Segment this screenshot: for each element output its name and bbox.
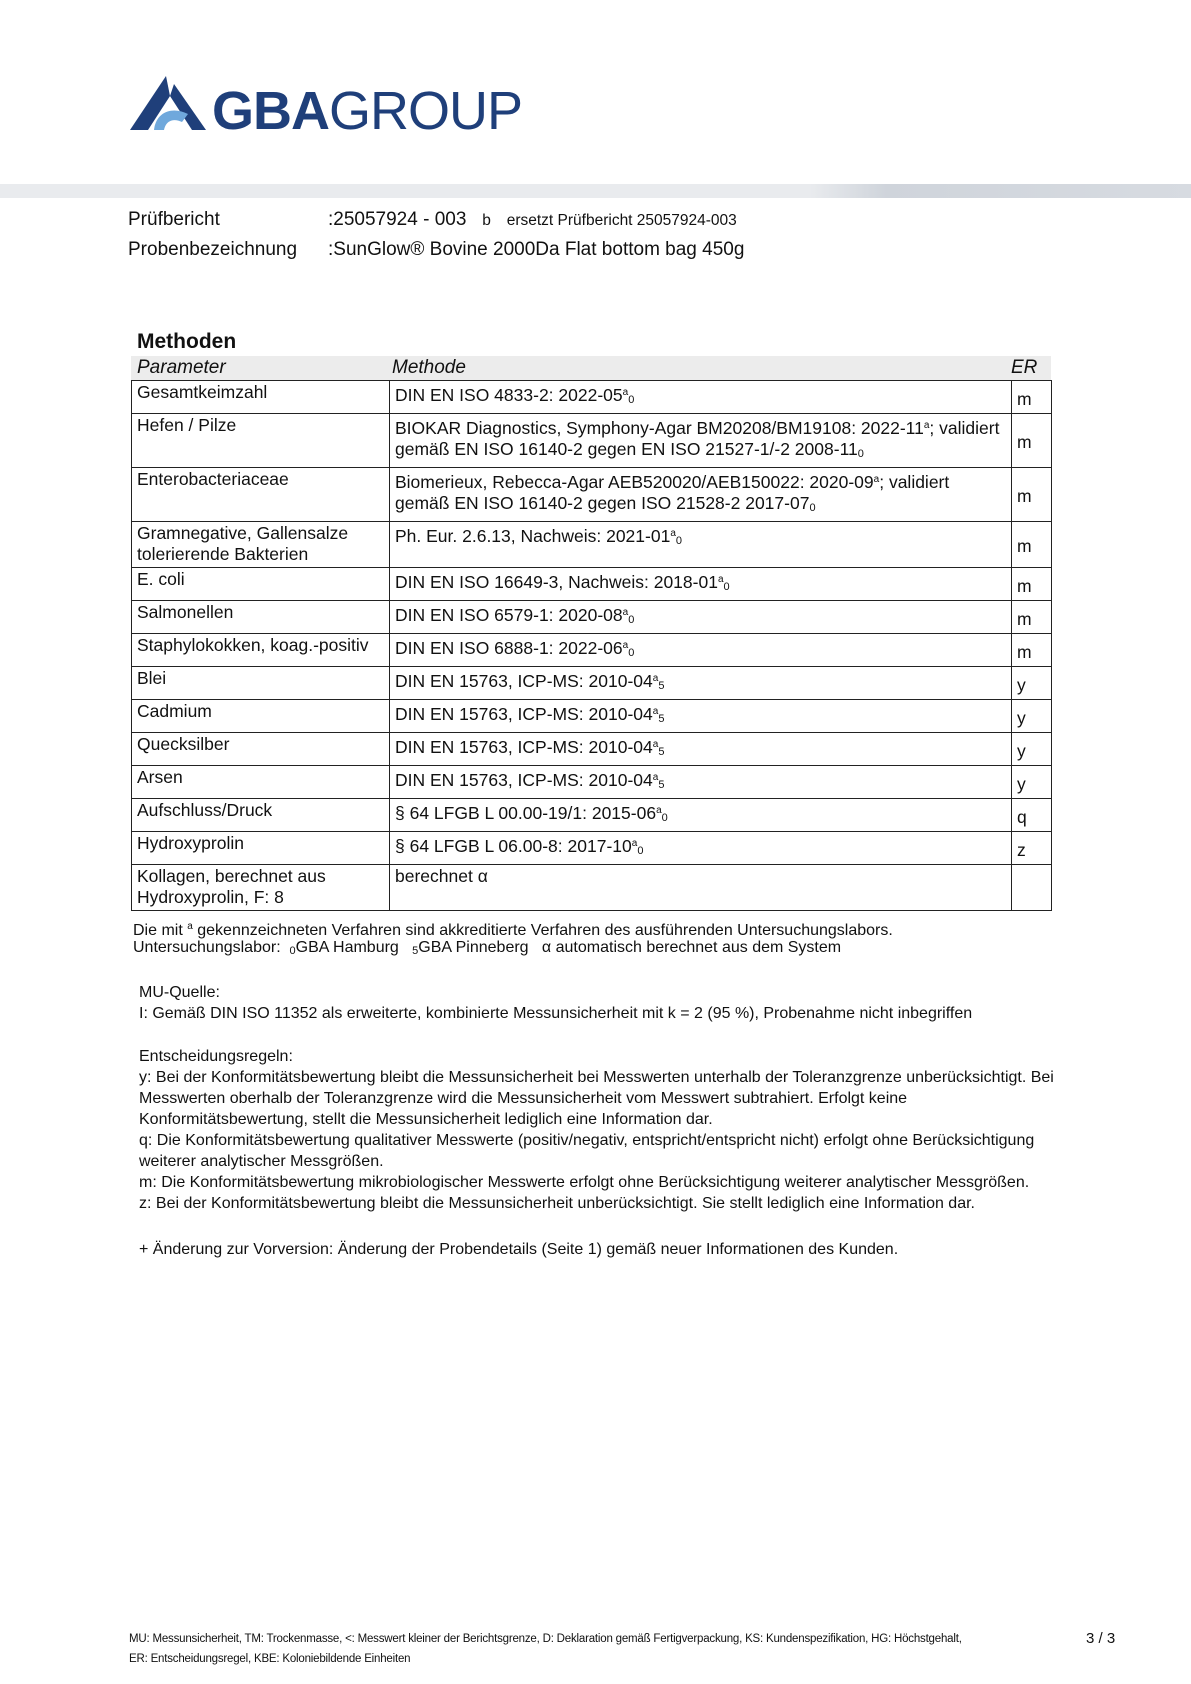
methods-table (131, 380, 1052, 911)
accreditation-mark: a (652, 772, 659, 783)
lab1-index: 0 (289, 945, 296, 957)
table-row (132, 700, 1052, 733)
accredited-post: gekennzeichneten Verfahren sind akkreditierte Verfahren des ausführenden Untersuchungslabors. (197, 922, 893, 939)
lab-index: 5 (658, 779, 665, 791)
gba-logo-mark-icon (130, 76, 206, 138)
accredited-pre: Die mit (133, 922, 183, 939)
report-number-row (128, 209, 737, 231)
footer-line-1: MU: Messunsicherheit, TM: Trockenmasse, <: Messwert kleiner der Berichtsgrenze, D: Deklaration gemäß Fertigverpackung, KS: Kundenspezifikation, HG: Höchstgehalt, (129, 1633, 962, 1645)
auto-text: automatisch berechnet aus dem System (555, 939, 842, 956)
cell-method (390, 381, 1012, 414)
company-logo (130, 76, 560, 146)
lab-index: 5 (658, 680, 665, 692)
method-text-continued: ; validiert gemäß EN ISO 16140-2 gegen ISO 21528-2 2017-07 (395, 472, 950, 513)
cell-er: m (1012, 634, 1052, 667)
table-row (132, 832, 1052, 865)
cell-method (390, 522, 1012, 568)
lab-index: 0 (857, 448, 864, 460)
mu-text: I: Gemäß DIN ISO 11352 als erweiterte, kombinierte Messunsicherheit mit k = 2 (95 %), Probenahme nicht inbegriffen (139, 1005, 973, 1022)
method-text: Ph. Eur. 2.6.13, Nachweis: 2021-01 (395, 526, 671, 546)
decision-rule-z: z: Bei der Konformitätsbewertung bleibt die Messunsicherheit unberücksichtigt. Sie stellt lediglich eine Information dar. (139, 1195, 975, 1212)
lab-note (133, 937, 841, 962)
method-text: DIN EN 15763, ICP-MS: 2010-04 (395, 770, 653, 790)
lab-index: 0 (809, 502, 816, 514)
accreditation-mark: a (631, 838, 638, 849)
logo-wordmark: GBAGROUP (212, 81, 523, 141)
decision-rule-q: q: Die Konformitätsbewertung qualitativer Messwerte (positiv/negativ, entspricht/entspricht nicht) erfolgt ohne Berücksichtigung weiterer analytischer Messgrößen. (139, 1132, 1035, 1170)
method-text: § 64 LFGB L 00.00-19/1: 2015-06 (395, 803, 657, 823)
cell-parameter: Gramnegative, Gallensalze tolerierende Bakterien (132, 522, 390, 568)
cell-parameter: Quecksilber (132, 733, 390, 766)
accreditation-mark: a (622, 640, 629, 651)
cell-method (390, 832, 1012, 865)
cell-er (1012, 865, 1052, 911)
method-text-continued: ; validiert gemäß EN ISO 16140-2 gegen EN ISO 21527-1/-2 2008-11 (395, 418, 1000, 459)
report-label: Prüfbericht (128, 209, 220, 230)
methods-title: Methoden (137, 330, 237, 353)
lab-index: 0 (661, 812, 668, 824)
cell-parameter: Gesamtkeimzahl (132, 381, 390, 414)
lab-index: 0 (675, 535, 682, 547)
accreditation-mark: a (923, 420, 930, 431)
lab2-name: GBA Pinneberg (418, 939, 529, 956)
header-band-accent (810, 184, 1191, 198)
table-row (132, 381, 1052, 414)
lab-label: Untersuchungslabor: (133, 939, 281, 956)
cell-method (390, 414, 1012, 468)
method-text: berechnet α (395, 866, 488, 886)
cell-er: m (1012, 468, 1052, 522)
footer-line-2: ER: Entscheidungsregel, KBE: Koloniebildende Einheiten (129, 1653, 411, 1665)
accreditation-mark: a (652, 739, 659, 750)
methods-header (131, 356, 1051, 380)
method-text: DIN EN ISO 16649-3, Nachweis: 2018-01 (395, 572, 718, 592)
table-row (132, 766, 1052, 799)
cell-method (390, 634, 1012, 667)
cell-er: z (1012, 832, 1052, 865)
cell-er: m (1012, 522, 1052, 568)
cell-method (390, 568, 1012, 601)
method-text: § 64 LFGB L 06.00-8: 2017-10 (395, 836, 632, 856)
header-er: ER (1011, 357, 1038, 378)
cell-parameter: Salmonellen (132, 601, 390, 634)
accreditation-mark: a (622, 607, 629, 618)
accreditation-mark: a (873, 474, 880, 485)
cell-er: m (1012, 568, 1052, 601)
mu-title: MU-Quelle: (139, 984, 220, 1001)
lab-index: 5 (658, 713, 665, 725)
methods-table-container (131, 356, 1051, 911)
table-row (132, 522, 1052, 568)
lab-index: 5 (658, 746, 665, 758)
method-text: DIN EN 15763, ICP-MS: 2010-04 (395, 704, 653, 724)
cell-parameter: Kollagen, berechnet aus Hydroxyprolin, F: 8 (132, 865, 390, 911)
cell-method (390, 601, 1012, 634)
cell-er: y (1012, 733, 1052, 766)
cell-parameter: E. coli (132, 568, 390, 601)
cell-er: m (1012, 414, 1052, 468)
cell-method (390, 766, 1012, 799)
table-row (132, 634, 1052, 667)
table-row (132, 414, 1052, 468)
methods-table-body (132, 381, 1052, 911)
sample-row (128, 239, 744, 261)
decision-title: Entscheidungsregeln: (139, 1048, 293, 1065)
accreditation-mark: a (656, 805, 662, 816)
lab-index: 0 (628, 614, 635, 626)
sample-value: :SunGlow® Bovine 2000Da Flat bottom bag 450g (328, 239, 745, 260)
cell-er: m (1012, 381, 1052, 414)
cell-parameter: Aufschluss/Druck (132, 799, 390, 832)
footer-legend (129, 1629, 1009, 1669)
method-text: DIN EN 15763, ICP-MS: 2010-04 (395, 737, 653, 757)
lab-index: 0 (637, 845, 644, 857)
cell-method (390, 799, 1012, 832)
accreditation-mark: a (652, 706, 659, 717)
table-row (132, 667, 1052, 700)
decision-rule-m: m: Die Konformitätsbewertung mikrobiologischer Messwerte erfolgt ohne Berücksichtigung weiterer analytischer Messgrößen. (139, 1174, 1030, 1191)
table-row (132, 733, 1052, 766)
cell-method (390, 700, 1012, 733)
cell-parameter: Arsen (132, 766, 390, 799)
cell-er: q (1012, 799, 1052, 832)
table-row (132, 799, 1052, 832)
lab2-index: 5 (412, 945, 419, 957)
cell-er: m (1012, 601, 1052, 634)
cell-method (390, 733, 1012, 766)
cell-parameter: Hefen / Pilze (132, 414, 390, 468)
cell-method (390, 667, 1012, 700)
cell-er: y (1012, 700, 1052, 733)
lab-index: 0 (723, 581, 730, 593)
accreditation-mark: a (717, 574, 724, 585)
table-row (132, 568, 1052, 601)
cell-parameter: Cadmium (132, 700, 390, 733)
method-text: DIN EN ISO 6579-1: 2020-08 (395, 605, 623, 625)
method-text: BIOKAR Diagnostics, Symphony-Agar BM20208/BM19108: 2022-11 (395, 418, 924, 438)
change-note: + Änderung zur Vorversion: Änderung der Probendetails (Seite 1) gemäß neuer Informationen des Kunden. (139, 1241, 899, 1258)
cell-er: y (1012, 667, 1052, 700)
accreditation-mark: a (670, 528, 676, 539)
accredited-sup: a (187, 921, 193, 932)
cell-er: y (1012, 766, 1052, 799)
decision-rules (139, 1067, 1079, 1214)
method-text: DIN EN 15763, ICP-MS: 2010-04 (395, 671, 653, 691)
auto-symbol: α (541, 939, 552, 956)
table-row (132, 865, 1052, 911)
accreditation-mark: a (652, 673, 659, 684)
sample-label: Probenbezeichnung (128, 239, 298, 260)
accreditation-mark: a (622, 387, 629, 398)
header-method: Methode (392, 357, 466, 378)
method-text: Biomerieux, Rebecca-Agar AEB520020/AEB150022: 2020-09 (395, 472, 874, 492)
header-parameter: Parameter (137, 357, 226, 378)
cell-parameter: Blei (132, 667, 390, 700)
lab-index: 0 (628, 647, 635, 659)
decision-rule-y: y: Bei der Konformitätsbewertung bleibt die Messunsicherheit bei Messwerten unterhalb der Toleranzgrenze unberücksichtigt. Bei Messwerten oberhalb der Toleranzgrenze wird die Messunsicherheit vom Messwert subtrahiert. Erfolgt keine Konformitätsbewertung, stellt die Messunsicherheit lediglich eine Information dar. (139, 1069, 1054, 1128)
lab-index: 0 (628, 394, 635, 406)
method-text: DIN EN ISO 4833-2: 2022-05 (395, 385, 623, 405)
cell-method (390, 468, 1012, 522)
cell-parameter: Enterobacteriaceae (132, 468, 390, 522)
method-text: DIN EN ISO 6888-1: 2022-06 (395, 638, 623, 658)
report-version: b (482, 212, 491, 229)
cell-parameter: Hydroxyprolin (132, 832, 390, 865)
cell-parameter: Staphylokokken, koag.-positiv (132, 634, 390, 667)
cell-method (390, 865, 1012, 911)
report-replaces: ersetzt Prüfbericht 25057924-003 (506, 212, 737, 229)
report-number: :25057924 - 003 (328, 209, 467, 230)
lab1-name: GBA Hamburg (295, 939, 399, 956)
table-row (132, 601, 1052, 634)
table-row (132, 468, 1052, 522)
page-number: 3 / 3 (1086, 1630, 1116, 1647)
